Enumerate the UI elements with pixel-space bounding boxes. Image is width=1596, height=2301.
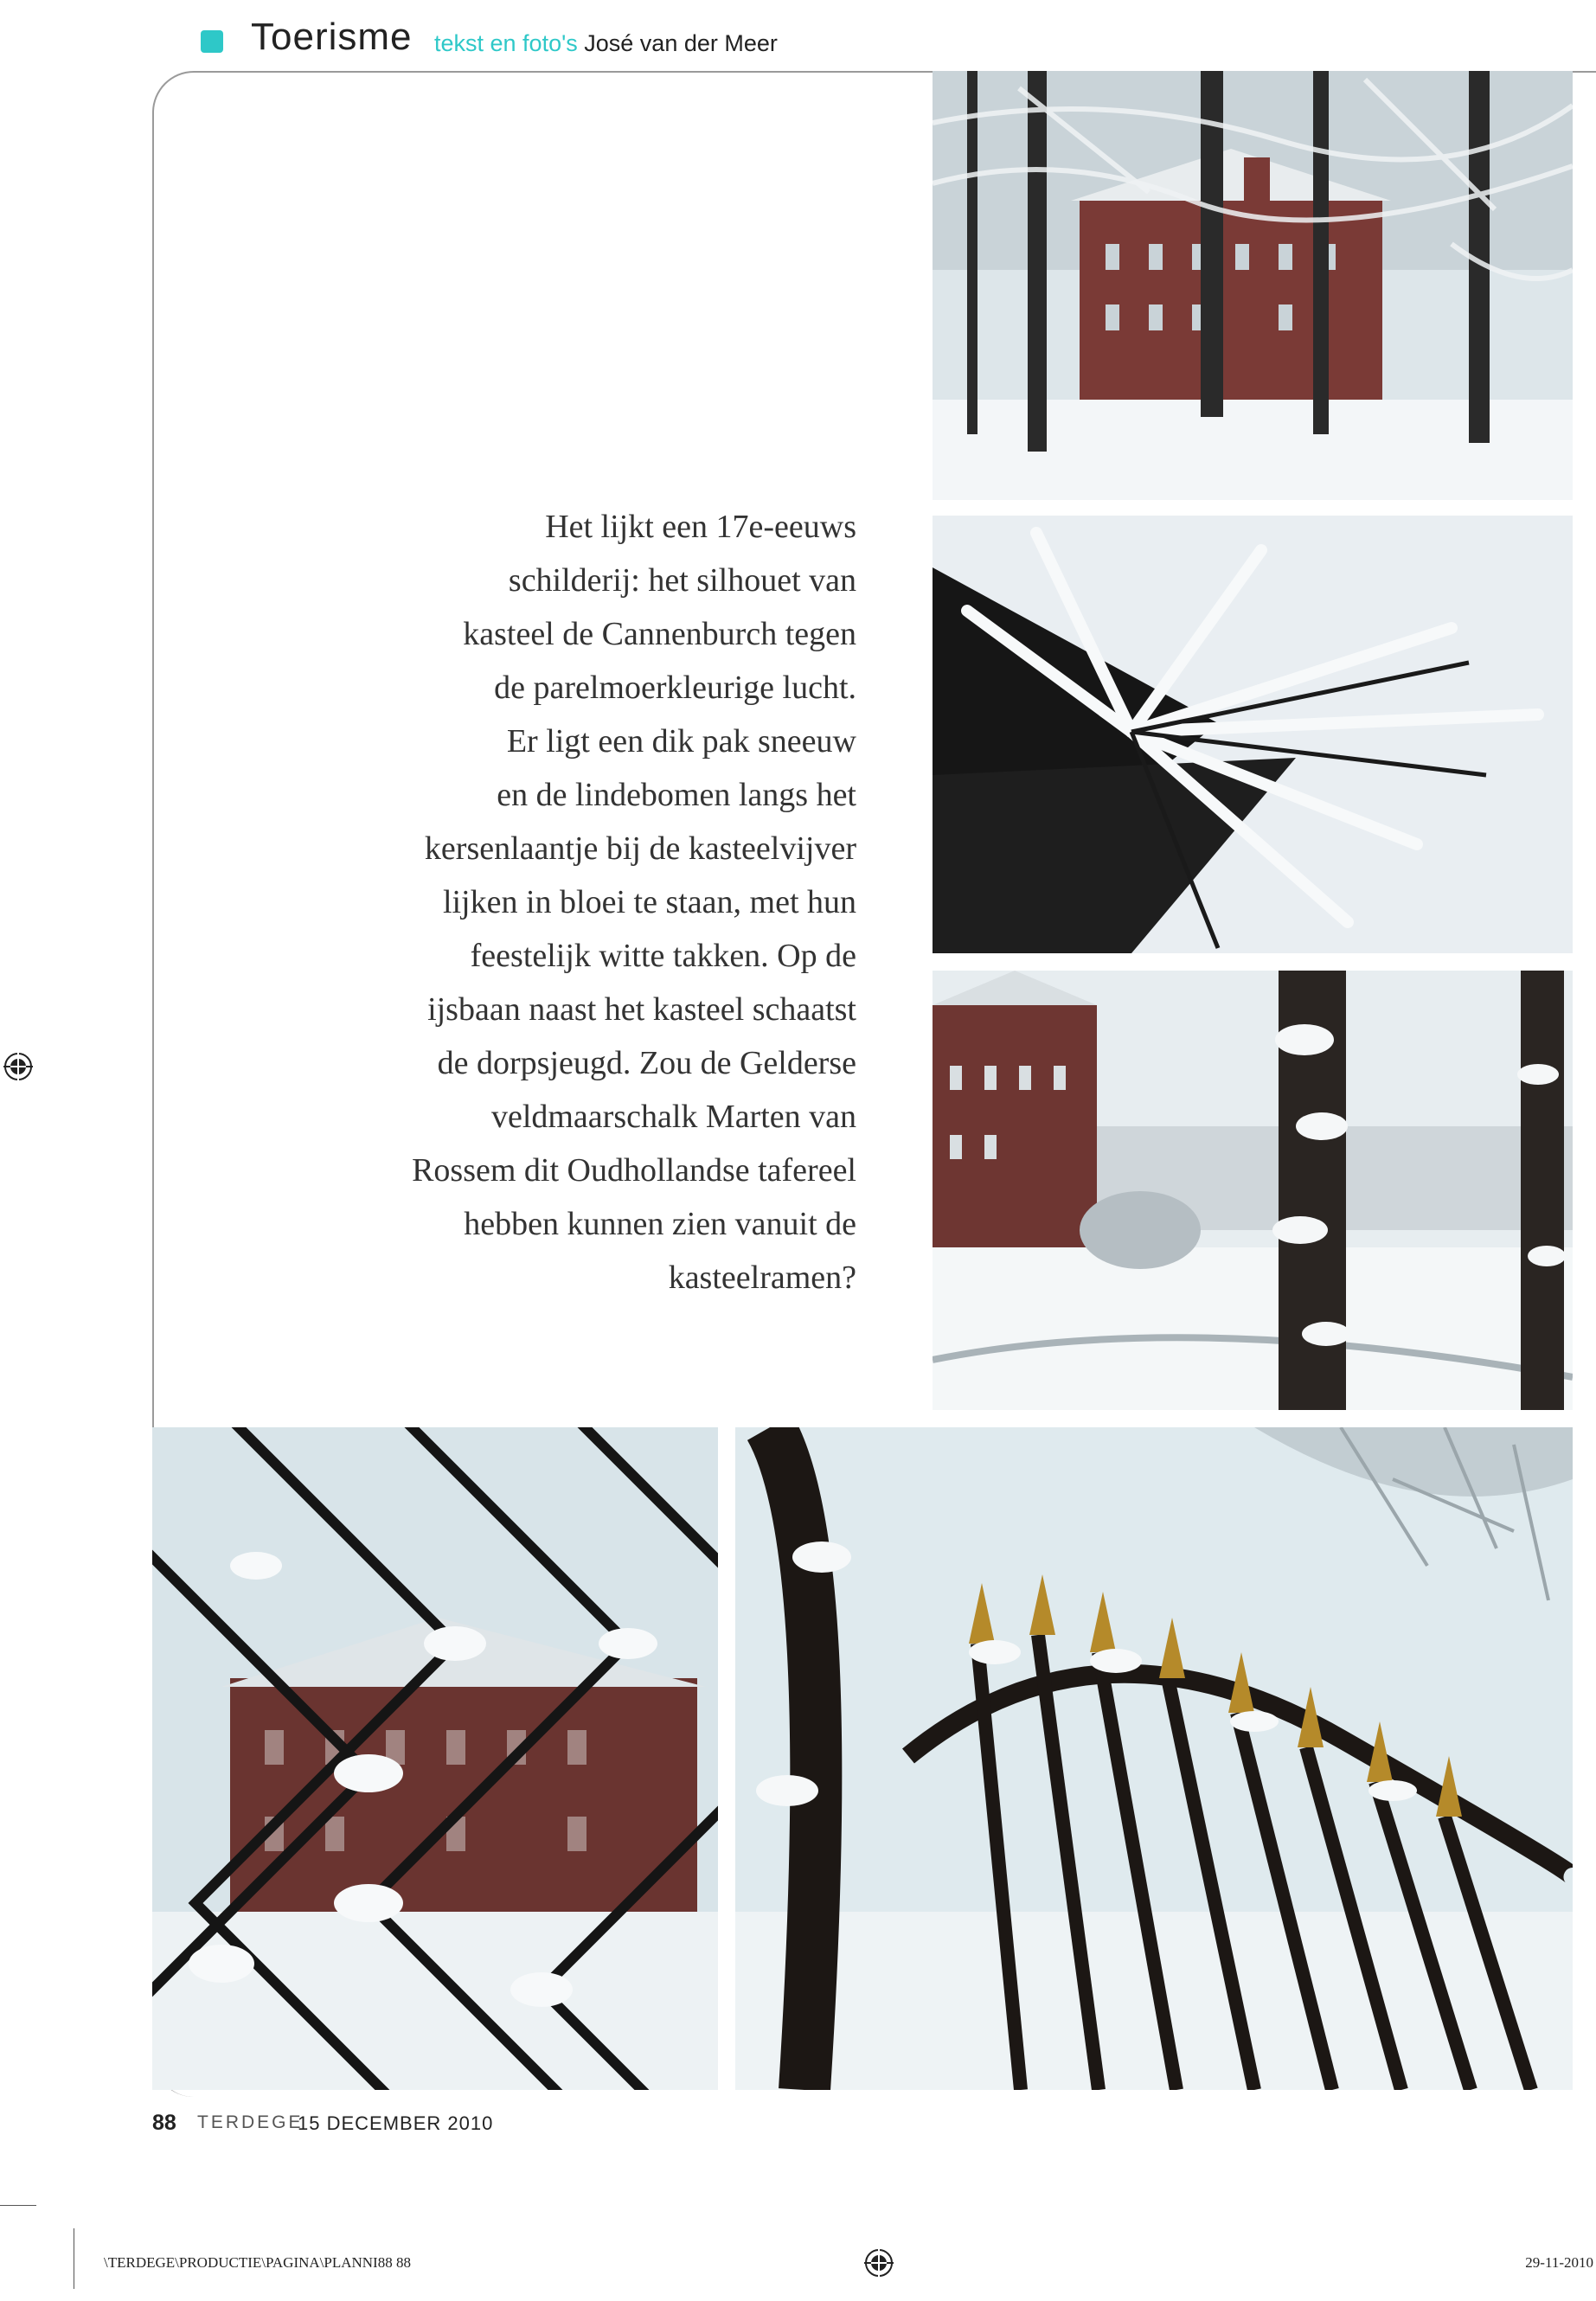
intro-line: Er ligt een dik pak sneeuw <box>506 723 856 760</box>
intro-line: veldmaarschalk Marten van <box>490 1099 856 1135</box>
photo-fence-castle <box>152 1427 718 2090</box>
intro-line: Het lijkt een 17e-eeuws <box>545 509 856 545</box>
page-number: 88 <box>152 2111 176 2135</box>
intro-line: schilderij: het silhouet van <box>508 562 856 599</box>
registration-mark-icon <box>864 2248 894 2278</box>
section-title: Toerisme <box>251 16 413 58</box>
photo-gate-spikes <box>735 1427 1573 2090</box>
intro-line: lijken in bloei te staan, met hun <box>442 884 856 920</box>
byline-label: tekst en foto's <box>434 30 578 56</box>
issue-date: 15 DECEMBER 2010 <box>298 2112 494 2134</box>
byline-author: José van der Meer <box>584 30 778 56</box>
photo-castle-trunk <box>933 971 1573 1410</box>
intro-line: kasteel de Cannenburch tegen <box>463 616 856 652</box>
photo-castle-trees <box>933 71 1573 500</box>
magazine-name: TERDEGE <box>197 2112 304 2132</box>
intro-line: ijsbaan naast het kasteel schaatst <box>427 991 856 1028</box>
intro-line: feestelijk witte takken. Op de <box>470 938 856 974</box>
slug-path: \TERDEGE\PRODUCTIE\PAGINA\PLANNI88 88 <box>104 2254 411 2271</box>
intro-line: de parelmoerkleurige lucht. <box>494 670 856 706</box>
intro-line: kasteelramen? <box>668 1259 856 1296</box>
intro-text <box>320 500 856 1304</box>
intro-line: Rossem dit Oudhollandse tafereel <box>412 1152 856 1189</box>
intro-line: kersenlaantje bij de kasteelvijver <box>424 830 856 867</box>
crop-mark <box>0 2205 36 2206</box>
slug-date: 29-11-2010 <box>1525 2254 1593 2271</box>
section-marker <box>201 30 223 53</box>
intro-line: de dorpsjeugd. Zou de Gelderse <box>437 1045 856 1081</box>
intro-line: hebben kunnen zien vanuit de <box>464 1206 856 1242</box>
intro-line: en de lindebomen langs het <box>497 777 856 813</box>
photo-frosted-pine <box>933 516 1573 953</box>
byline <box>434 30 778 57</box>
registration-mark-icon <box>3 1052 33 1081</box>
